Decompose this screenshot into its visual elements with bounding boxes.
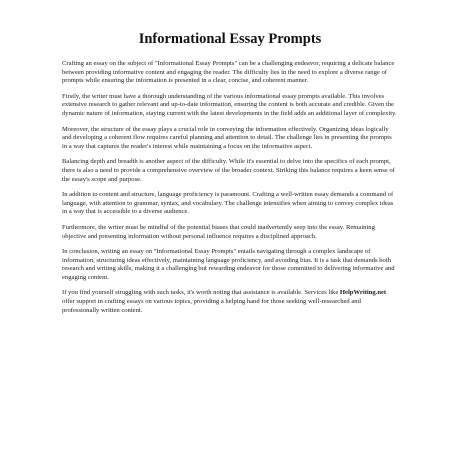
paragraph-understanding: Firstly, the writer must have a thorough understanding of the various informational essay prompts available. This involves extensive research to gather relevant and up-to-date information, ensuring the content is both accurate and credible. Given the dynamic nature of information, staying current with the latest developments in the field adds an additional layer of complexity. bbox=[62, 92, 397, 117]
closing-text-after: offer support in crafting essays on various topics, providing a helping hand for those seeking well-researched and professionally written content. bbox=[62, 298, 361, 314]
document-page bbox=[62, 30, 398, 322]
closing-text-before: If you find yourself struggling with such tasks, it's worth noting that assistance is available. Services like bbox=[62, 289, 340, 297]
paragraph-conclusion: In conclusion, writing an essay on "Informational Essay Prompts" entails navigating through a complex landscape of information, structuring ideas effectively, maintaining language proficiency, and avoiding bias. It is a task that demands both research and writing skills, making it a challenging but rewarding endeavor for those committed to delivering informative and engaging content. bbox=[62, 248, 395, 281]
document-title: Informational Essay Prompts bbox=[138, 31, 322, 47]
paragraph-intro: Crafting an essay on the subject of "Informational Essay Prompts" can be a challenging endeavor, requiring a delicate balance between providing informative content and engaging the reader. The difficulty lies in the need to explore a diverse range of prompts while ensuring the information is presented in a clear, concise, and coherent manner. bbox=[62, 60, 395, 85]
paragraph-structure: Moreover, the structure of the essay plays a crucial role in conveying the information effectively. Organizing ideas logically and developing a coherent flow requires careful planning and attention to detail. The challenge lies in presenting the prompts in a way that captures the reader's interest while maintaining a focus on the informative aspect. bbox=[62, 125, 392, 150]
brand-name: HelpWriting.net bbox=[339, 289, 387, 297]
paragraph-depth-breadth: Balancing depth and breadth is another aspect of the difficulty. While it's essential to delve into the specifics of each prompt, there is also a need to provide a comprehensive overview of the broader context. Striking this balance requires a keen sense of the essay's scope and purpose. bbox=[62, 158, 395, 183]
paragraph-closing bbox=[62, 289, 398, 315]
paragraph-bias: Furthermore, the writer must be mindful of the potential biases that could inadvertently seep into the essay. Remaining objective and presenting information without personal influence requires a disciplined approach. bbox=[62, 223, 375, 240]
paragraph-language: In addition to content and structure, language proficiency is paramount. Crafting a well-written essay demands a command of language, with attention to grammar, syntax, and vocabulary. The challenge intensifies when aiming to convey complex ideas in a way that is accessible to a diverse audience. bbox=[62, 191, 394, 216]
